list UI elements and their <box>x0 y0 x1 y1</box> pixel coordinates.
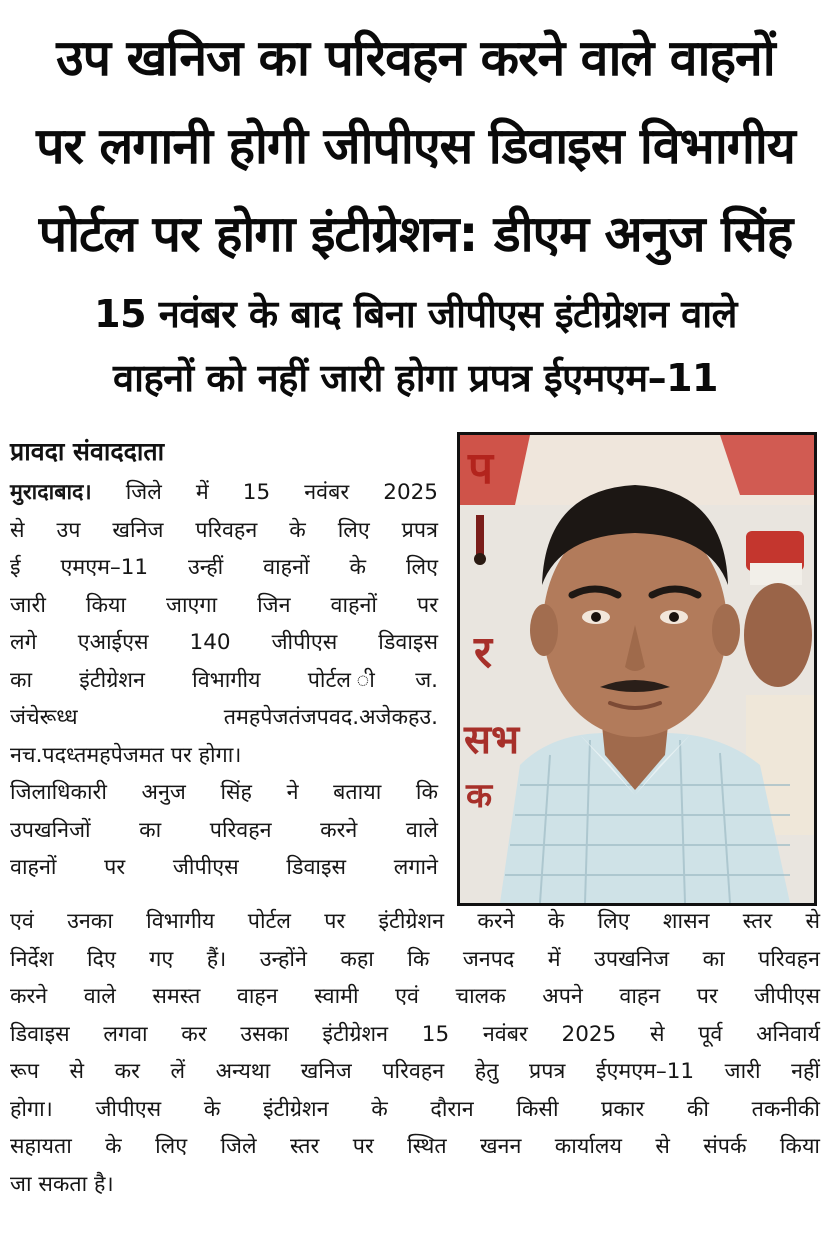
article-line: करने वाले समस्त वाहन स्वामी एवं चालक अपने वाहन पर जीपीएस <box>10 984 820 1009</box>
article-line: उपखनिजों का परिवहन करने वाले <box>10 817 438 843</box>
article-line: रूप से कर लें अन्यथा खनिज परिवहन हेतु प्रपत्र ईएमएम–11 जारी नहीं <box>10 1059 820 1084</box>
dm-portrait-photo <box>457 432 817 906</box>
article-line: होगा। जीपीएस के इंटीग्रेशन के दौरान किसी प्रकार की तकनीकी <box>10 1096 820 1122</box>
article-line: का इंटीग्रेशन विभागीय पोर्टल ीज. <box>10 667 438 693</box>
article-line: जिलाधिकारी अनुज सिंह ने बताया कि <box>10 780 438 805</box>
article-line: एवं उनका विभागीय पोर्टल पर इंटीग्रेशन करने के लिए शासन स्तर से <box>10 909 820 934</box>
headline-line: पोर्टल पर होगा इंटीग्रेशन: डीएम अनुज सिंह <box>38 205 793 263</box>
article-line <box>10 474 438 512</box>
headline <box>10 14 821 278</box>
banner-glyph: प <box>468 443 493 494</box>
article-line: जा सकता है। <box>10 1171 114 1197</box>
article-line: वाहनों पर जीपीएस डिवाइस लगाने <box>10 855 438 880</box>
subheadline <box>10 282 821 410</box>
article-column-text <box>10 474 438 887</box>
article-line: लगे एआईएस 140 जीपीएस डिवाइस <box>10 630 438 655</box>
article-line: से उप खनिज परिवहन के लिए प्रपत्र <box>10 517 438 543</box>
article-line-text: जिले में 15 नवंबर 2025 <box>125 480 438 505</box>
article-line: जारी किया जाएगा जिन वाहनों पर <box>10 592 438 618</box>
article-full-width-text <box>10 903 820 1203</box>
banner-glyph: क <box>466 776 493 816</box>
banner-glyph: र <box>474 627 492 678</box>
article-line: डिवाइस लगवा कर उसका इंटीग्रेशन 15 नवंबर 2025 से पूर्व अनिवार्य <box>10 1021 820 1047</box>
article-dateline: मुरादाबाद। <box>10 480 92 505</box>
headline-line: उप खनिज का परिवहन करने वाले वाहनों <box>56 29 775 87</box>
article-line: जंचेरूध्ध तमहपेजतंजपवद.अजेकहउ. <box>10 705 438 730</box>
article-line: नच.पदध्तमहपेजमत पर होगा। <box>10 742 242 768</box>
headline-line: पर लगानी होगी जीपीएस डिवाइस विभागीय <box>36 117 795 175</box>
article-line: निर्देश दिए गए हैं। उन्होंने कहा कि जनपद में उपखनिज का परिवहन <box>10 946 820 972</box>
subheadline-line: वाहनों को नहीं जारी होगा प्रपत्र ईएमएम–11 <box>113 356 718 400</box>
article-line: सहायता के लिए जिले स्तर पर स्थित खनन कार्यालय से संपर्क किया <box>10 1134 820 1159</box>
article-line: ई एमएम–11 उन्हीं वाहनों के लिए <box>10 555 438 580</box>
byline: प्रावदा संवाददाता <box>10 437 165 466</box>
banner-glyph: सभ <box>464 717 520 763</box>
portrait-illustration <box>460 435 814 903</box>
subheadline-line: 15 नवंबर के बाद बिना जीपीएस इंटीग्रेशन वाले <box>94 292 737 336</box>
